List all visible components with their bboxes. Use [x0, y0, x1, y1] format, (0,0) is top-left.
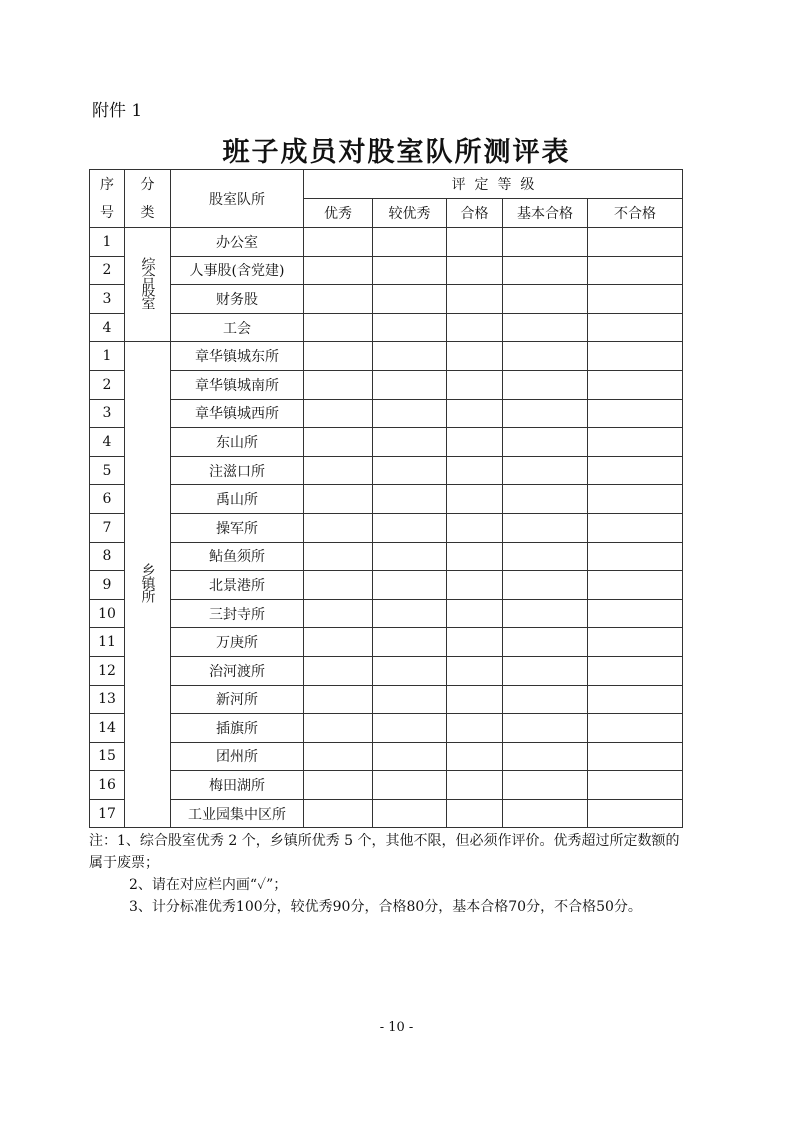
rating-cell[interactable] — [373, 714, 447, 743]
table-row — [90, 285, 683, 314]
rating-cell[interactable] — [304, 513, 373, 542]
rating-cell[interactable] — [373, 428, 447, 457]
rating-cell[interactable] — [447, 513, 503, 542]
table-row — [90, 714, 683, 743]
seq-cell: 16 — [90, 771, 125, 800]
rating-cell[interactable] — [588, 342, 683, 371]
table-row — [90, 428, 683, 457]
rating-cell[interactable] — [588, 456, 683, 485]
table-row — [90, 399, 683, 428]
unit-cell: 团州所 — [171, 742, 304, 771]
rating-cell[interactable] — [373, 656, 447, 685]
rating-cell[interactable] — [373, 742, 447, 771]
seq-cell: 5 — [90, 456, 125, 485]
header-level: 基本合格 — [503, 199, 588, 228]
rating-cell[interactable] — [373, 228, 447, 257]
seq-cell: 12 — [90, 656, 125, 685]
rating-cell[interactable] — [447, 399, 503, 428]
rating-cell[interactable] — [503, 656, 588, 685]
rating-cell[interactable] — [447, 370, 503, 399]
header-unit: 股室队所 — [171, 170, 304, 228]
rating-cell[interactable] — [304, 485, 373, 514]
rating-cell[interactable] — [373, 513, 447, 542]
rating-cell[interactable] — [447, 428, 503, 457]
seq-cell: 10 — [90, 599, 125, 628]
rating-cell[interactable] — [373, 799, 447, 828]
unit-cell: 梅田湖所 — [171, 771, 304, 800]
rating-cell[interactable] — [588, 285, 683, 314]
rating-cell[interactable] — [588, 599, 683, 628]
rating-cell[interactable] — [304, 313, 373, 342]
unit-cell: 治河渡所 — [171, 656, 304, 685]
note-3: 3、计分标准优秀100分，较优秀90分，合格80分，基本合格70分，不合格50分。 — [129, 899, 642, 915]
unit-cell: 东山所 — [171, 428, 304, 457]
rating-cell[interactable] — [588, 313, 683, 342]
rating-cell[interactable] — [304, 428, 373, 457]
table-row — [90, 599, 683, 628]
rating-cell[interactable] — [503, 513, 588, 542]
rating-cell[interactable] — [373, 485, 447, 514]
header-level: 合格 — [447, 199, 503, 228]
notes — [89, 830, 689, 918]
seq-cell: 14 — [90, 714, 125, 743]
note-2: 2、请在对应栏内画“✓”； — [129, 877, 288, 893]
table-row — [90, 370, 683, 399]
rating-cell[interactable] — [503, 571, 588, 600]
rating-cell[interactable] — [304, 571, 373, 600]
rating-cell[interactable] — [588, 399, 683, 428]
rating-cell[interactable] — [447, 313, 503, 342]
seq-cell: 3 — [90, 399, 125, 428]
rating-cell[interactable] — [503, 456, 588, 485]
rating-cell[interactable] — [588, 428, 683, 457]
unit-cell: 操军所 — [171, 513, 304, 542]
rating-cell[interactable] — [373, 571, 447, 600]
rating-cell[interactable] — [588, 542, 683, 571]
note-1: 注：1、综合股室优秀 2 个，乡镇所优秀 5 个，其他不限，但必须作评价。优秀超过所定数额的属于废票； — [89, 833, 680, 871]
unit-cell: 章华镇城东所 — [171, 342, 304, 371]
unit-cell: 禹山所 — [171, 485, 304, 514]
rating-cell[interactable] — [447, 571, 503, 600]
table-row — [90, 342, 683, 371]
rating-cell[interactable] — [304, 342, 373, 371]
rating-cell[interactable] — [588, 771, 683, 800]
rating-cell[interactable] — [447, 656, 503, 685]
rating-cell[interactable] — [447, 628, 503, 657]
table-row — [90, 513, 683, 542]
rating-cell[interactable] — [588, 685, 683, 714]
rating-cell[interactable] — [304, 714, 373, 743]
rating-cell[interactable] — [503, 714, 588, 743]
rating-cell[interactable] — [588, 656, 683, 685]
rating-cell[interactable] — [373, 256, 447, 285]
rating-cell[interactable] — [304, 771, 373, 800]
page-title: 班子成员对股室队所测评表 — [222, 137, 571, 168]
rating-cell[interactable] — [503, 285, 588, 314]
rating-cell[interactable] — [447, 228, 503, 257]
table-row — [90, 685, 683, 714]
unit-cell: 鲇鱼须所 — [171, 542, 304, 571]
unit-cell: 工业园集中区所 — [171, 799, 304, 828]
rating-cell[interactable] — [373, 285, 447, 314]
rating-cell[interactable] — [304, 370, 373, 399]
rating-cell[interactable] — [503, 428, 588, 457]
rating-cell[interactable] — [503, 771, 588, 800]
seq-cell: 2 — [90, 370, 125, 399]
seq-cell: 4 — [90, 428, 125, 457]
page-number: - 10 - — [379, 1020, 414, 1035]
rating-cell[interactable] — [447, 542, 503, 571]
rating-cell[interactable] — [588, 628, 683, 657]
table-row — [90, 771, 683, 800]
unit-cell: 办公室 — [171, 228, 304, 257]
unit-cell: 章华镇城西所 — [171, 399, 304, 428]
rating-cell[interactable] — [447, 742, 503, 771]
rating-cell[interactable] — [304, 542, 373, 571]
header-rating: 评 定 等 级 — [304, 170, 683, 199]
rating-cell[interactable] — [503, 742, 588, 771]
rating-cell[interactable] — [503, 542, 588, 571]
rating-cell[interactable] — [447, 799, 503, 828]
rating-cell[interactable] — [373, 628, 447, 657]
table-row — [90, 742, 683, 771]
header-level: 优秀 — [304, 199, 373, 228]
unit-cell: 插旗所 — [171, 714, 304, 743]
rating-cell[interactable] — [447, 599, 503, 628]
rating-cell[interactable] — [373, 542, 447, 571]
rating-cell[interactable] — [447, 285, 503, 314]
rating-cell[interactable] — [304, 599, 373, 628]
table-row — [90, 485, 683, 514]
rating-cell[interactable] — [373, 399, 447, 428]
table-row — [90, 571, 683, 600]
rating-cell[interactable] — [373, 313, 447, 342]
rating-cell[interactable] — [588, 370, 683, 399]
rating-cell[interactable] — [304, 285, 373, 314]
seq-cell: 1 — [90, 342, 125, 371]
rating-cell[interactable] — [447, 456, 503, 485]
rating-cell[interactable] — [503, 370, 588, 399]
rating-cell[interactable] — [588, 485, 683, 514]
unit-cell: 章华镇城南所 — [171, 370, 304, 399]
table-row — [90, 542, 683, 571]
rating-cell[interactable] — [447, 771, 503, 800]
seq-cell: 6 — [90, 485, 125, 514]
rating-cell[interactable] — [304, 628, 373, 657]
rating-cell[interactable] — [373, 342, 447, 371]
rating-cell[interactable] — [447, 256, 503, 285]
rating-cell[interactable] — [503, 256, 588, 285]
category-cell: 乡镇所 — [125, 342, 171, 828]
rating-cell[interactable] — [588, 742, 683, 771]
rating-cell[interactable] — [373, 456, 447, 485]
rating-cell[interactable] — [447, 714, 503, 743]
seq-cell: 1 — [90, 228, 125, 257]
unit-cell: 注滋口所 — [171, 456, 304, 485]
seq-cell: 15 — [90, 742, 125, 771]
rating-cell[interactable] — [304, 685, 373, 714]
unit-cell: 新河所 — [171, 685, 304, 714]
rating-cell[interactable] — [503, 628, 588, 657]
table-row — [90, 628, 683, 657]
rating-cell[interactable] — [588, 513, 683, 542]
seq-cell: 9 — [90, 571, 125, 600]
header-level: 不合格 — [588, 199, 683, 228]
seq-cell: 3 — [90, 285, 125, 314]
rating-cell[interactable] — [304, 399, 373, 428]
rating-cell[interactable] — [304, 256, 373, 285]
rating-cell[interactable] — [503, 313, 588, 342]
table-row — [90, 656, 683, 685]
table-row — [90, 313, 683, 342]
rating-cell[interactable] — [304, 742, 373, 771]
rating-cell[interactable] — [503, 399, 588, 428]
table-row — [90, 456, 683, 485]
header-category: 分类 — [125, 170, 171, 228]
rating-cell[interactable] — [588, 256, 683, 285]
seq-cell: 4 — [90, 313, 125, 342]
unit-cell: 北景港所 — [171, 571, 304, 600]
unit-cell: 万庚所 — [171, 628, 304, 657]
rating-cell[interactable] — [588, 571, 683, 600]
rating-cell[interactable] — [588, 228, 683, 257]
seq-cell: 2 — [90, 256, 125, 285]
rating-cell[interactable] — [304, 799, 373, 828]
rating-cell[interactable] — [373, 370, 447, 399]
seq-cell: 11 — [90, 628, 125, 657]
table-row — [90, 799, 683, 828]
evaluation-table — [89, 169, 683, 828]
unit-cell: 财务股 — [171, 285, 304, 314]
header-seq: 序号 — [90, 170, 125, 228]
seq-cell: 17 — [90, 799, 125, 828]
rating-cell[interactable] — [447, 685, 503, 714]
rating-cell[interactable] — [503, 799, 588, 828]
rating-cell[interactable] — [503, 228, 588, 257]
unit-cell: 工会 — [171, 313, 304, 342]
unit-cell: 三封寺所 — [171, 599, 304, 628]
rating-cell[interactable] — [588, 714, 683, 743]
category-cell: 综合股室 — [125, 228, 171, 342]
rating-cell[interactable] — [503, 599, 588, 628]
rating-cell[interactable] — [447, 342, 503, 371]
unit-cell: 人事股(含党建) — [171, 256, 304, 285]
seq-cell: 8 — [90, 542, 125, 571]
rating-cell[interactable] — [304, 228, 373, 257]
header-level: 较优秀 — [373, 199, 447, 228]
rating-cell[interactable] — [588, 799, 683, 828]
rating-cell[interactable] — [373, 599, 447, 628]
rating-cell[interactable] — [503, 685, 588, 714]
attachment-label: 附件 1 — [92, 101, 143, 121]
rating-cell[interactable] — [304, 656, 373, 685]
seq-cell: 7 — [90, 513, 125, 542]
table-row — [90, 228, 683, 257]
rating-cell[interactable] — [503, 342, 588, 371]
table-row — [90, 256, 683, 285]
rating-cell[interactable] — [503, 485, 588, 514]
rating-cell[interactable] — [373, 685, 447, 714]
rating-cell[interactable] — [447, 485, 503, 514]
rating-cell[interactable] — [373, 771, 447, 800]
seq-cell: 13 — [90, 685, 125, 714]
rating-cell[interactable] — [304, 456, 373, 485]
